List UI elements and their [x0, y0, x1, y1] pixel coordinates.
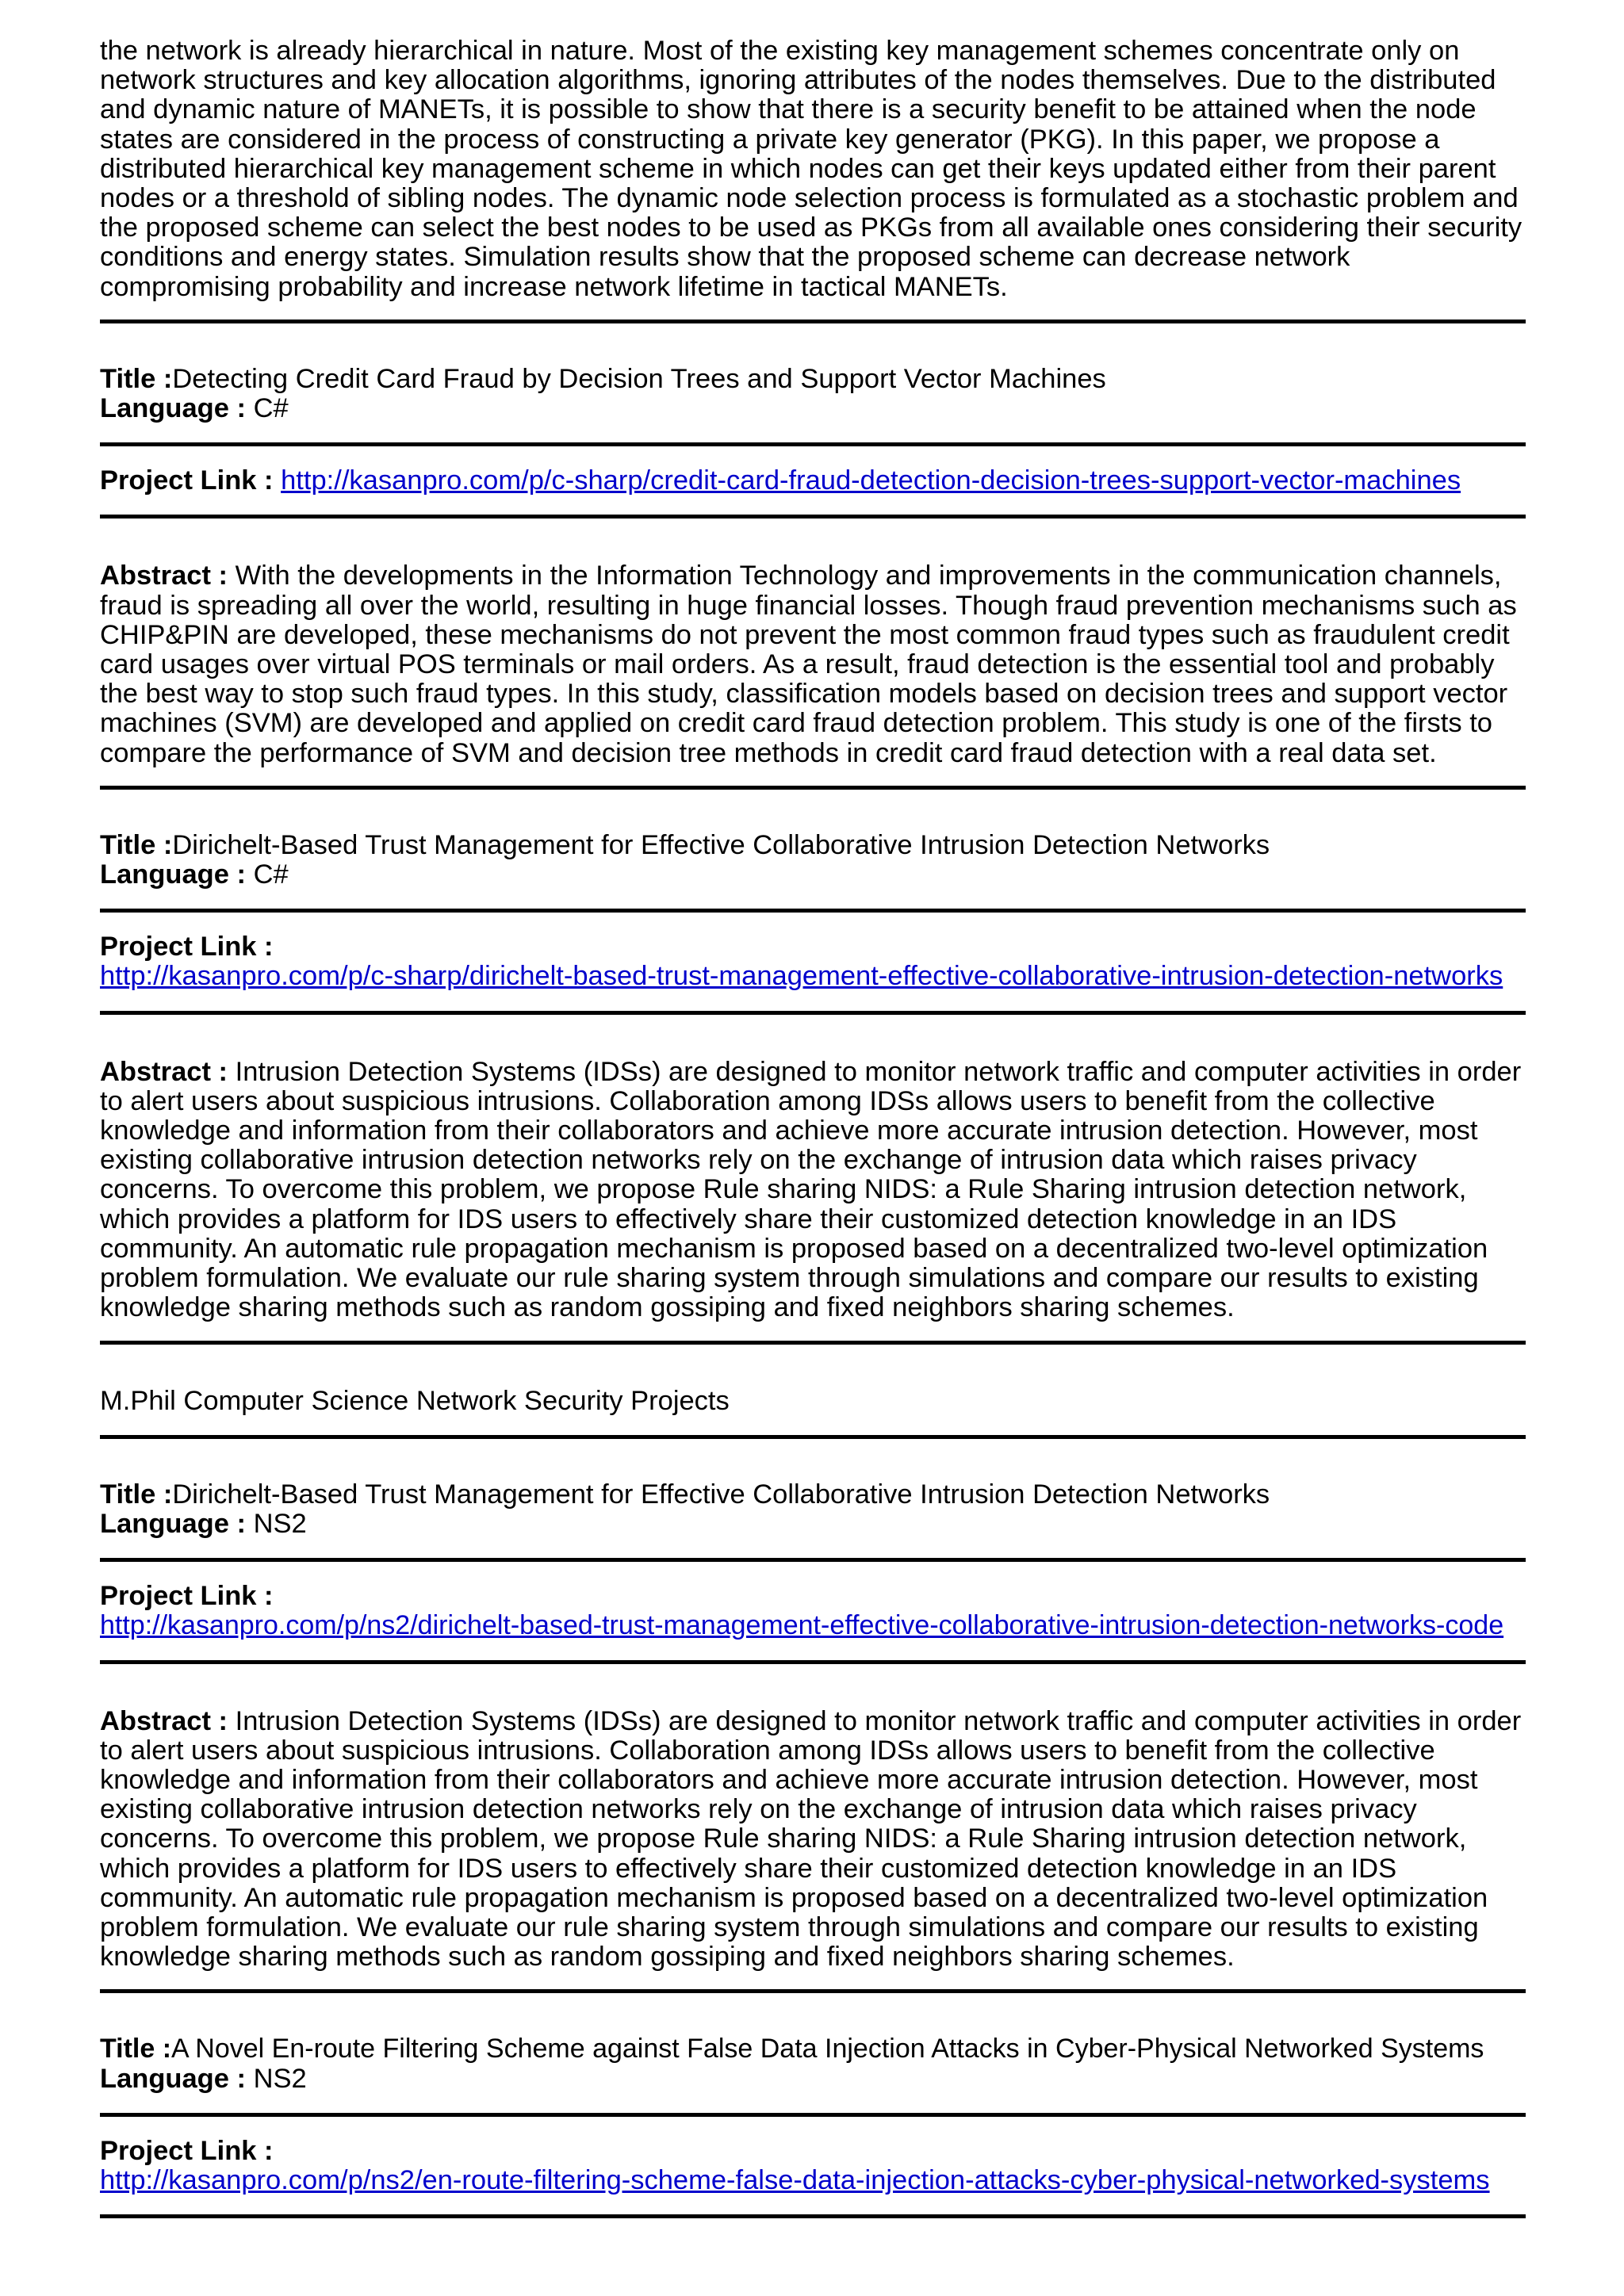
abstract-text: Intrusion Detection Systems (IDSs) are designed to monitor network traffic and computer activities in order to alert users about suspicious intrusions. Collaboration among IDSs allows users to benefit from the collective knowledge and information from their collaborators and achieve more accurate intrusion detection. However, most existing collaborative intrusion detection networks rely on the exchange of intrusion data which raises privacy concerns. To overcome this problem, we propose Rule sharing NIDS: a Rule Sharing intrusion detection network, which provides a platform for IDS users to effectively share their customized detection knowledge in an IDS community. An automatic rule propagation mechanism is proposed based on a decentralized two-level optimization problem formulation. We evaluate our rule sharing system through simulations and compare our results to existing knowledge sharing methods such as random gossiping and fixed neighbors sharing schemes. [100, 1056, 1522, 1323]
abstract-label: Abstract : [100, 1056, 236, 1087]
project-link-block [100, 446, 1526, 515]
project-header [100, 1993, 1526, 2112]
project-language-line [100, 394, 1526, 423]
project-link[interactable]: http://kasanpro.com/p/c-sharp/credit-card-fraud-detection-decision-trees-support-vector-machines [281, 465, 1461, 496]
title-label: Title : [100, 2034, 172, 2064]
project-title: Detecting Credit Card Fraud by Decision Trees and Support Vector Machines [172, 363, 1106, 394]
project-link-block [100, 2117, 1526, 2214]
project-language-line [100, 2064, 1526, 2094]
project-language: NS2 [253, 1508, 307, 1539]
project-link-block [100, 913, 1526, 1010]
document-page [100, 36, 1526, 2218]
project-link-label: Project Link : [100, 1581, 274, 1612]
project-language: NS2 [253, 2063, 307, 2094]
abstract-text: With the developments in the Information Technology and improvements in the communication channels, fraud is spreading all over the world, resulting in huge financial losses. Though fraud prevention mechanisms such as CHIP&PIN are developed, these mechanisms do not prevent the most common fraud types such as fraudulent credit card usages over virtual POS terminals or mail orders. As a result, fraud detection is the essential tool and probably the best way to stop such fraud types. In this study, classification models based on decision trees and support vector machines (SVM) are developed and applied on credit card fraud detection problem. This study is one of the firsts to compare the performance of SVM and decision tree methods in credit card fraud detection with a real data set. [100, 561, 1517, 768]
project-link-block [100, 1562, 1526, 1659]
title-label: Title : [100, 1479, 173, 1510]
project-header [100, 1439, 1526, 1558]
project-link-label: Project Link : [100, 932, 274, 962]
project-language-line [100, 1510, 1526, 1539]
divider [100, 2214, 1526, 2218]
project-abstract [100, 1664, 1526, 1990]
abstract-text: Intrusion Detection Systems (IDSs) are designed to monitor network traffic and computer activities in order to alert users about suspicious intrusions. Collaboration among IDSs allows users to benefit from the collective knowledge and information from their collaborators and achieve more accurate intrusion detection. However, most existing collaborative intrusion detection networks rely on the exchange of intrusion data which raises privacy concerns. To overcome this problem, we propose Rule sharing NIDS: a Rule Sharing intrusion detection network, which provides a platform for IDS users to effectively share their customized detection knowledge in an IDS community. An automatic rule propagation mechanism is proposed based on a decentralized two-level optimization problem formulation. We evaluate our rule sharing system through simulations and compare our results to existing knowledge sharing methods such as random gossiping and fixed neighbors sharing schemes. [100, 1705, 1522, 1973]
language-label: Language : [100, 2063, 254, 2094]
project-language: C# [253, 859, 289, 890]
intro-paragraph: the network is already hierarchical in nature. Most of the existing key management schemes concentrate only on network structures and key allocation algorithms, ignoring attributes of the nodes themselves. Due to the distributed and dynamic nature of MANETs, it is possible to show that there is a security benefit to be attained when the node states are considered in the process of constructing a private key generator (PKG). In this paper, we propose a distributed hierarchical key management scheme in which nodes can get their keys updated either from their parent nodes or a threshold of sibling nodes. The dynamic node selection process is formulated as a stochastic problem and the proposed scheme can select the best nodes to be used as PKGs from all available ones considering their security conditions and energy states. Simulation results show that the proposed scheme can decrease network compromising probability and increase network lifetime in tactical MANETs. [100, 36, 1522, 302]
project-title-line [100, 831, 1526, 860]
language-label: Language : [100, 859, 254, 890]
project-title: Dirichelt-Based Trust Management for Effective Collaborative Intrusion Detection Networks [172, 1479, 1270, 1510]
language-label: Language : [100, 1508, 254, 1539]
abstract-label: Abstract : [100, 561, 236, 591]
project-abstract [100, 1015, 1526, 1341]
project-abstract [100, 519, 1526, 785]
abstract-label: Abstract : [100, 1705, 236, 1736]
project-link[interactable]: http://kasanpro.com/p/c-sharp/dirichelt-based-trust-management-effective-collaborative-intrusion-detection-networks [100, 961, 1503, 992]
title-label: Title : [100, 363, 173, 394]
project-header [100, 790, 1526, 909]
project-title-line [100, 2034, 1526, 2064]
project-link[interactable]: http://kasanpro.com/p/ns2/dirichelt-based-trust-management-effective-collaborative-intrusion-detection-networks-code [100, 1610, 1504, 1641]
project-header [100, 323, 1526, 442]
project-link[interactable]: http://kasanpro.com/p/ns2/en-route-filtering-scheme-false-data-injection-attacks-cyber-physical-networked-systems [100, 2164, 1490, 2195]
project-language-line [100, 860, 1526, 890]
project-language: C# [253, 393, 289, 424]
project-title-line [100, 365, 1526, 394]
project-title-line [100, 1480, 1526, 1510]
project-link-label: Project Link : [100, 2135, 274, 2166]
project-title: Dirichelt-Based Trust Management for Effective Collaborative Intrusion Detection Networks [172, 829, 1270, 860]
language-label: Language : [100, 393, 254, 424]
title-label: Title : [100, 829, 173, 860]
project-link-label: Project Link : [100, 465, 282, 496]
section-heading: M.Phil Computer Science Network Security Projects [100, 1385, 730, 1416]
project-title: A Novel En-route Filtering Scheme against False Data Injection Attacks in Cyber-Physical Networked Systems [171, 2034, 1484, 2064]
